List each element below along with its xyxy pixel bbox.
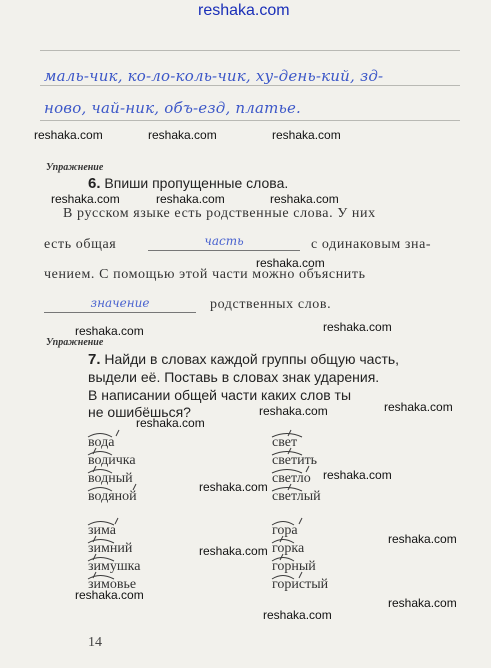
root-arc (88, 522, 114, 526)
stress-mark (288, 430, 291, 436)
stress-mark (116, 430, 119, 436)
stress-mark (93, 554, 96, 560)
exercise-6-line-2-start: есть общая (44, 237, 117, 252)
stress-mark (93, 466, 96, 472)
root-arc (272, 434, 302, 438)
root-arc (272, 488, 302, 492)
root-arc (88, 558, 114, 562)
root-arc (88, 452, 112, 456)
word-right: горка (272, 541, 305, 556)
exercise-7-task-line-2: выдели её. Поставь в словах знак ударения. (88, 369, 380, 385)
watermark: reshaka.com (199, 544, 268, 558)
stress-mark (288, 484, 291, 490)
exercise-7-task-line-3: В написании общей части каких слов ты (88, 387, 352, 403)
exercise-6-line-4-end: родственных слов. (210, 297, 332, 312)
word-right: горный (272, 559, 316, 574)
stress-mark (115, 518, 118, 524)
handwritten-blank-answer: значение (90, 296, 150, 310)
word-left: зимний (88, 541, 133, 556)
watermark: reshaka.com (263, 608, 332, 622)
exercise-label: Упражнение (46, 337, 104, 348)
word-left: зимовье (88, 577, 137, 592)
root-arc (88, 576, 114, 580)
watermark: reshaka.com (256, 256, 325, 270)
word-right: светить (272, 453, 318, 468)
exercise-number: 6. (88, 175, 101, 192)
root-arc (88, 470, 112, 474)
root-arc (272, 470, 302, 474)
root-arc (272, 452, 302, 456)
word-left: зимушка (88, 559, 141, 574)
watermark: reshaka.com (34, 128, 103, 142)
stress-mark (93, 572, 96, 578)
root-arc (272, 540, 294, 544)
watermark: reshaka.com (148, 128, 217, 142)
handwritten-blank-answer: часть (204, 234, 244, 248)
watermark: reshaka.com (388, 596, 457, 610)
root-arc (88, 540, 114, 544)
exercise-7-instruction: Найди в словах каждой группы общую часть, (104, 351, 400, 367)
stress-mark (133, 484, 136, 490)
stress-mark (288, 448, 291, 454)
word-left: водный (88, 471, 133, 486)
handwritten-answer-line-2: ново, чай-ник, объ-езд, платье. (44, 99, 301, 117)
watermark: reshaka.com (156, 192, 225, 206)
stress-mark (299, 518, 302, 524)
site-header: reshaka.com (198, 2, 290, 19)
root-arc (88, 434, 112, 438)
word-right: светлый (272, 489, 321, 504)
exercise-6-line-2-end: с одинаковым зна- (311, 237, 432, 252)
watermark: reshaka.com (323, 468, 392, 482)
watermark: reshaka.com (259, 404, 328, 418)
word-left: водичка (88, 453, 136, 468)
stress-mark (93, 448, 96, 454)
exercise-label: Упражнение (46, 162, 104, 173)
root-arc (272, 576, 294, 580)
word-right: гора (272, 523, 298, 538)
exercise-6-line-1: В русском языке есть родственные слова. У них (63, 206, 376, 221)
exercise-6-instruction: Впиши пропущенные слова. (104, 175, 289, 191)
word-right: светло (272, 471, 311, 486)
watermark: reshaka.com (384, 400, 453, 414)
watermark: reshaka.com (75, 588, 144, 602)
word-right: свет (272, 435, 298, 450)
word-left: водяной (88, 489, 137, 504)
watermark: reshaka.com (323, 320, 392, 334)
handwritten-answer-line-1: маль-чик, ко-ло-коль-чик, ху-день-кий, зд- (44, 67, 384, 85)
watermark: reshaka.com (75, 324, 144, 338)
root-arc (88, 488, 112, 492)
root-arc (272, 522, 294, 526)
exercise-number: 7. (88, 351, 101, 368)
word-left: зима (88, 523, 116, 538)
exercise-7-task-line-4: не ошибёшься? (88, 404, 191, 420)
word-right: гористый (272, 577, 329, 592)
watermark: reshaka.com (388, 532, 457, 546)
word-left: вода (88, 435, 115, 450)
watermark: reshaka.com (136, 416, 205, 430)
stress-mark (93, 536, 96, 542)
watermark: reshaka.com (270, 192, 339, 206)
page-number: 14 (88, 635, 102, 650)
stress-mark (306, 466, 309, 472)
watermark: reshaka.com (272, 128, 341, 142)
watermark: reshaka.com (199, 480, 268, 494)
watermark: reshaka.com (51, 192, 120, 206)
root-arc (272, 558, 294, 562)
stress-mark (299, 572, 302, 578)
exercise-6-line-3: чением. С помощью этой части можно объяснить (44, 267, 366, 282)
